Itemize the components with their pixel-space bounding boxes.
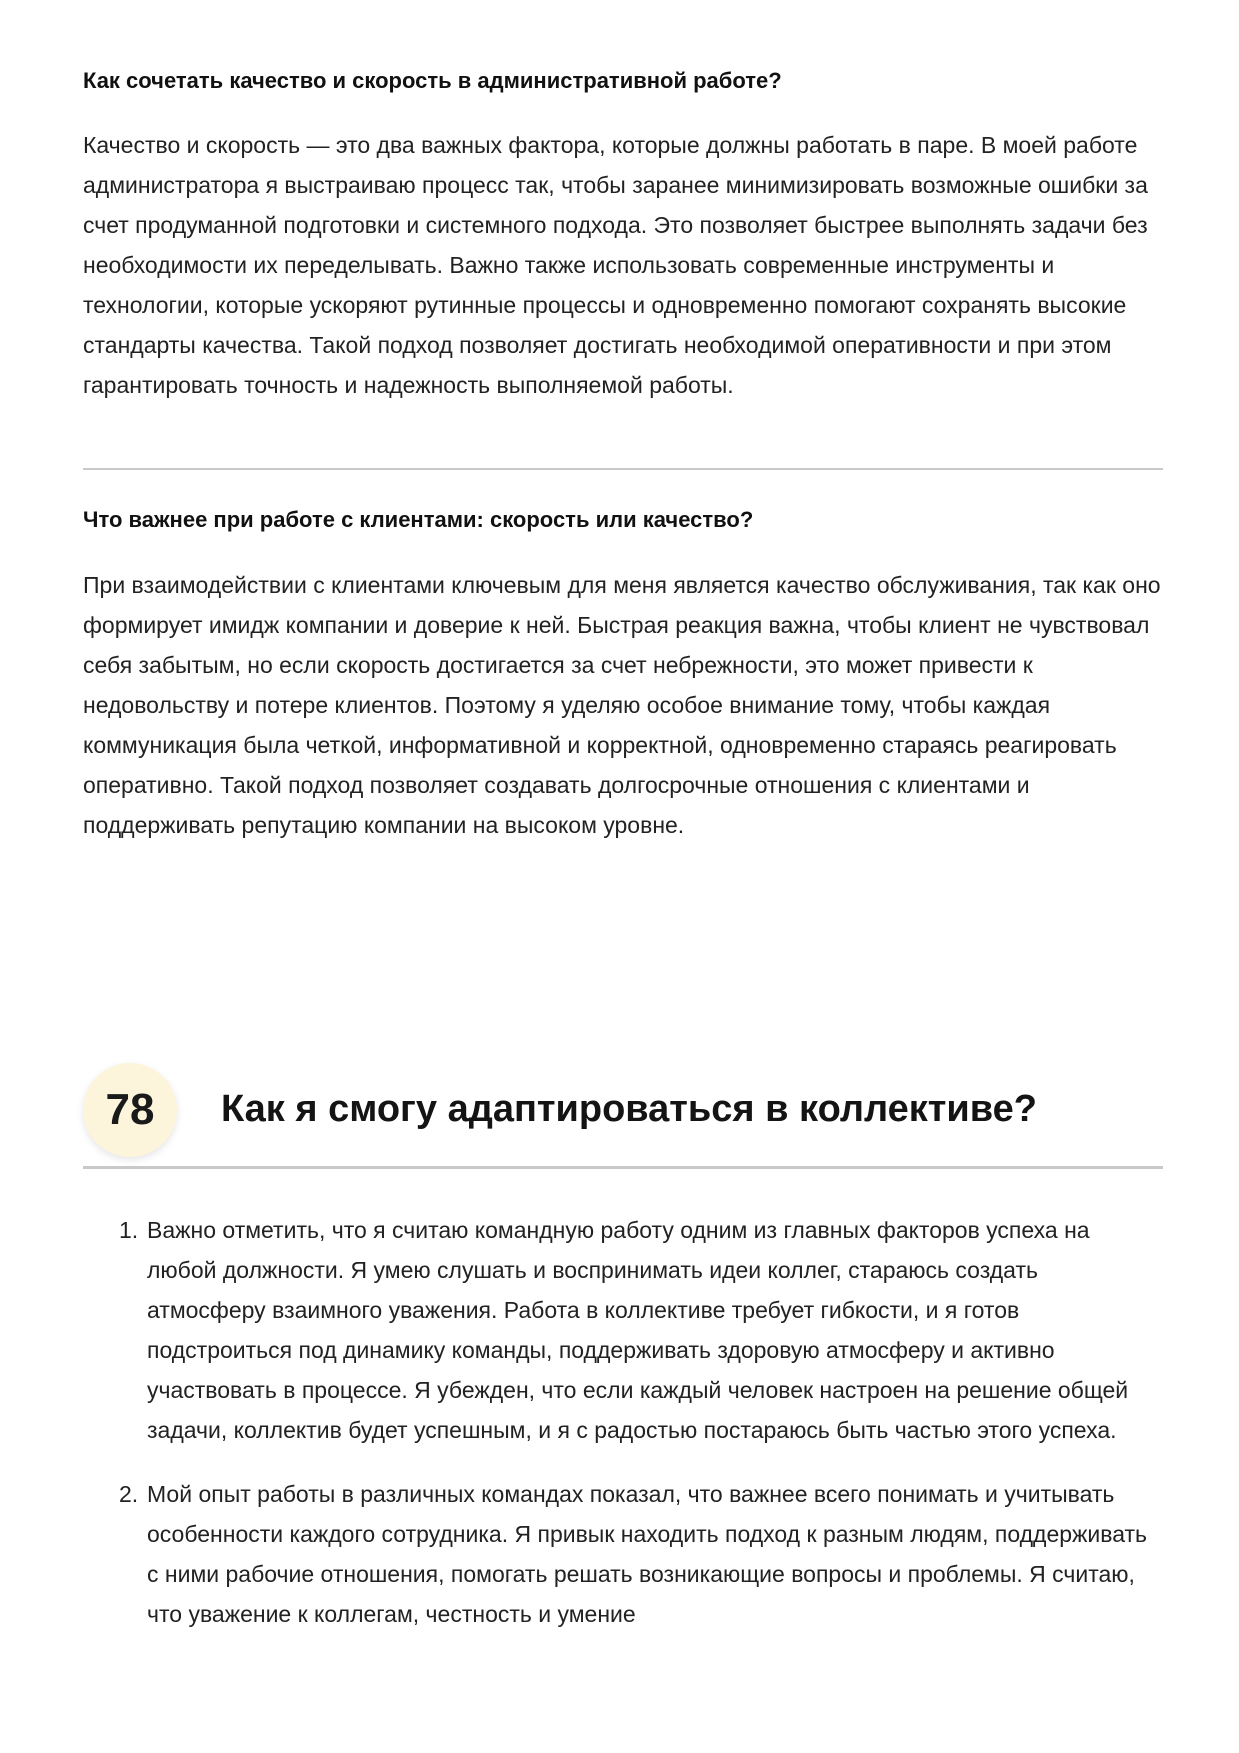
question-title: Как сочетать качество и скорость в административной работе? [83,68,782,93]
list-item [83,1210,1163,1450]
list-item-number: 2. [119,1481,139,1507]
answer-paragraph: Качество и скорость — это два важных фактора, которые должны работать в паре. В моей работе администратора я выстраиваю процесс так, чтобы заранее минимизировать возможные ошибки за счет продуманной подготовки и системного подхода. Это позволяет быстрее выполнять задачи без необходимости их переделывать. Важно также использовать современные инструменты и технологии, которые ускоряют рутинные процессы и одновременно помогают сохранять высокие стандарты качества. Такой подход позволяет достигать необходимой оперативности и при этом гарантировать точность и надежность выполняемой работы. [83,132,1148,398]
section-divider [83,468,1163,470]
header-divider [83,1166,1163,1169]
question-number-badge: 78 [83,1063,177,1157]
question-heading: Как я смогу адаптироваться в коллективе? [221,1088,1037,1130]
list-item-text: Мой опыт работы в различных командах показал, что важнее всего понимать и учитывать особенности каждого сотрудника. Я привык находить подход к разным людям, поддерживать с ними рабочие отношения, помогать решать возникающие вопросы и проблемы. Я считаю, что уважение к коллегам, честность и умение [147,1481,1148,1627]
list-item-text: Важно отметить, что я считаю командную работу одним из главных факторов успеха на любой должности. Я умею слушать и воспринимать идеи коллег, стараюсь создать атмосферу взаимного уважения. Работа в коллективе требует гибкости, и я готов подстроиться под динамику команды, поддерживать здоровую атмосферу и активно участвовать в процессе. Я убежден, что если каждый человек настроен на решение общей задачи, коллектив будет успешным, и я с радостью постараюсь быть частью этого успеха. [147,1217,1129,1443]
question-header [83,1060,1163,1170]
list-item-number: 1. [119,1217,139,1243]
list-item [83,1474,1163,1634]
answer-list [83,1210,1163,1658]
question-title: Что важнее при работе с клиентами: скорость или качество? [83,507,754,532]
answer-paragraph: При взаимодействии с клиентами ключевым для меня является качество обслуживания, так как оно формирует имидж компании и доверие к ней. Быстрая реакция важна, чтобы клиент не чувствовал себя забытым, но если скорость достигается за счет небрежности, это может привести к недовольству и потере клиентов. Поэтому я уделяю особое внимание тому, чтобы каждая коммуникация была четкой, информативной и корректной, одновременно стараясь реагировать оперативно. Такой подход позволяет создавать долгосрочные отношения с клиентами и поддерживать репутацию компании на высоком уровне. [83,572,1161,838]
